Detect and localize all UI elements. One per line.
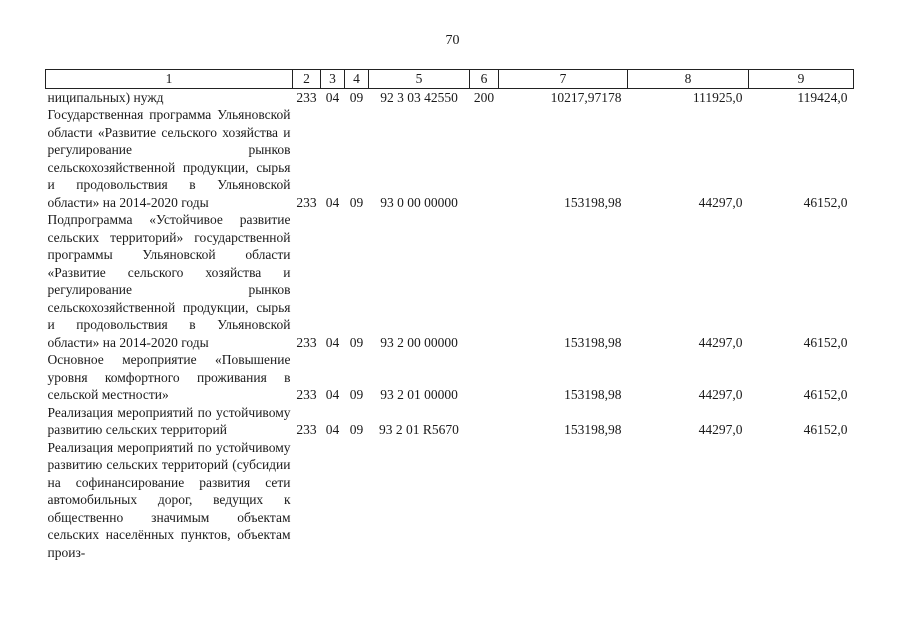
row-code-ministry: 233 — [296, 89, 317, 105]
row-code-subsection: 09 — [349, 387, 364, 402]
row-amount-9: 46152,0 — [803, 334, 848, 350]
table-row — [46, 106, 854, 211]
row-code-ministry: 233 — [296, 194, 317, 210]
row-code-target: 93 2 01 00000 — [380, 387, 458, 402]
row-code-target — [369, 439, 470, 562]
row-amount-9: 46152,0 — [803, 387, 848, 402]
row-code-section: 04 — [325, 89, 340, 105]
row-amount-7: 153198,98 — [564, 387, 622, 402]
row-amount-8: 44297,0 — [698, 334, 743, 350]
row-code-expense-type: 200 — [473, 89, 495, 105]
row-amount-7: 153198,98 — [564, 422, 622, 437]
column-header-8: 8 — [628, 70, 749, 89]
row-code-expense-type — [470, 106, 499, 211]
header-row — [46, 70, 854, 89]
column-header-3: 3 — [321, 70, 345, 89]
row-code-section: 04 — [325, 334, 340, 350]
row-amount-7: 10217,97178 — [550, 89, 622, 105]
row-amount-9: 119424,0 — [797, 89, 848, 105]
row-amount-9: 46152,0 — [803, 422, 848, 437]
row-code-expense-type — [470, 439, 499, 562]
row-amount-9: 46152,0 — [803, 194, 848, 210]
column-header-1: 1 — [46, 70, 293, 89]
row-amount-8: 111925,0 — [692, 89, 743, 105]
row-code-ministry: 233 — [296, 334, 317, 350]
row-amount-9 — [749, 439, 854, 562]
row-code-section: 04 — [325, 194, 340, 210]
column-header-4: 4 — [345, 70, 369, 89]
row-code-expense-type — [470, 404, 499, 439]
row-code-target: 93 2 00 00000 — [380, 334, 458, 350]
row-amount-7: 153198,98 — [564, 194, 622, 210]
row-code-subsection — [345, 439, 369, 562]
column-header-9: 9 — [749, 70, 854, 89]
row-code-subsection: 09 — [349, 334, 364, 350]
row-amount-8: 44297,0 — [698, 387, 743, 402]
row-name: Реализация мероприятий по устойчивому развитию сельских территорий — [47, 404, 291, 437]
row-code-subsection: 09 — [349, 89, 364, 105]
row-code-target: 93 2 01 R5670 — [379, 422, 459, 437]
table-row — [46, 439, 854, 562]
row-code-expense-type — [470, 211, 499, 351]
table-row — [46, 404, 854, 439]
row-amount-8: 44297,0 — [698, 422, 743, 437]
table-row — [46, 88, 854, 106]
column-header-7: 7 — [499, 70, 628, 89]
row-amount-8 — [628, 439, 749, 562]
row-code-subsection: 09 — [349, 194, 364, 210]
table-row — [46, 211, 854, 351]
row-code-ministry — [293, 439, 321, 562]
row-code-ministry: 233 — [296, 422, 317, 437]
row-name: Государственная программа Ульяновской области «Развитие сельского хозяйства и регулирование рынков сельскохозяйственной продукции, сырья и продовольствия в Ульяновской области» на 2014-2020 годы — [47, 107, 291, 210]
row-name: Реализация мероприятий по устойчивому развитию сельских территорий (субсидии на софинансирование развития сети автомобильных дорог, ведущих к общественно значимым объектам сельских населённых пунктов, объектам произ- — [47, 439, 291, 560]
row-name: ниципальных) нужд — [47, 89, 164, 105]
row-code-section: 04 — [325, 422, 340, 437]
row-amount-7: 153198,98 — [564, 334, 622, 350]
row-code-section — [321, 439, 345, 562]
table-row — [46, 351, 854, 404]
row-code-section: 04 — [325, 387, 340, 402]
row-amount-8: 44297,0 — [698, 194, 743, 210]
column-header-6: 6 — [470, 70, 499, 89]
column-header-2: 2 — [293, 70, 321, 89]
column-header-5: 5 — [369, 70, 470, 89]
row-code-expense-type — [470, 351, 499, 404]
row-code-target: 93 0 00 00000 — [380, 194, 458, 210]
row-name: Подпрограмма «Устойчивое развитие сельских территорий» государственной программы Ульяновской области «Развитие сельского хозяйства и регулирование рынков сельскохозяйственной продукции, сырья и продовольствия в Ульяновской области» на 2014-2020 годы — [47, 212, 291, 350]
row-name: Основное мероприятие «Повышение уровня комфортного проживания в сельской местности» — [47, 352, 291, 402]
page-number: 70 — [445, 33, 460, 48]
row-amount-7 — [499, 439, 628, 562]
row-code-ministry: 233 — [296, 387, 317, 402]
row-code-target: 92 3 03 42550 — [380, 89, 458, 105]
budget-table — [45, 69, 854, 561]
row-code-subsection: 09 — [349, 422, 364, 437]
